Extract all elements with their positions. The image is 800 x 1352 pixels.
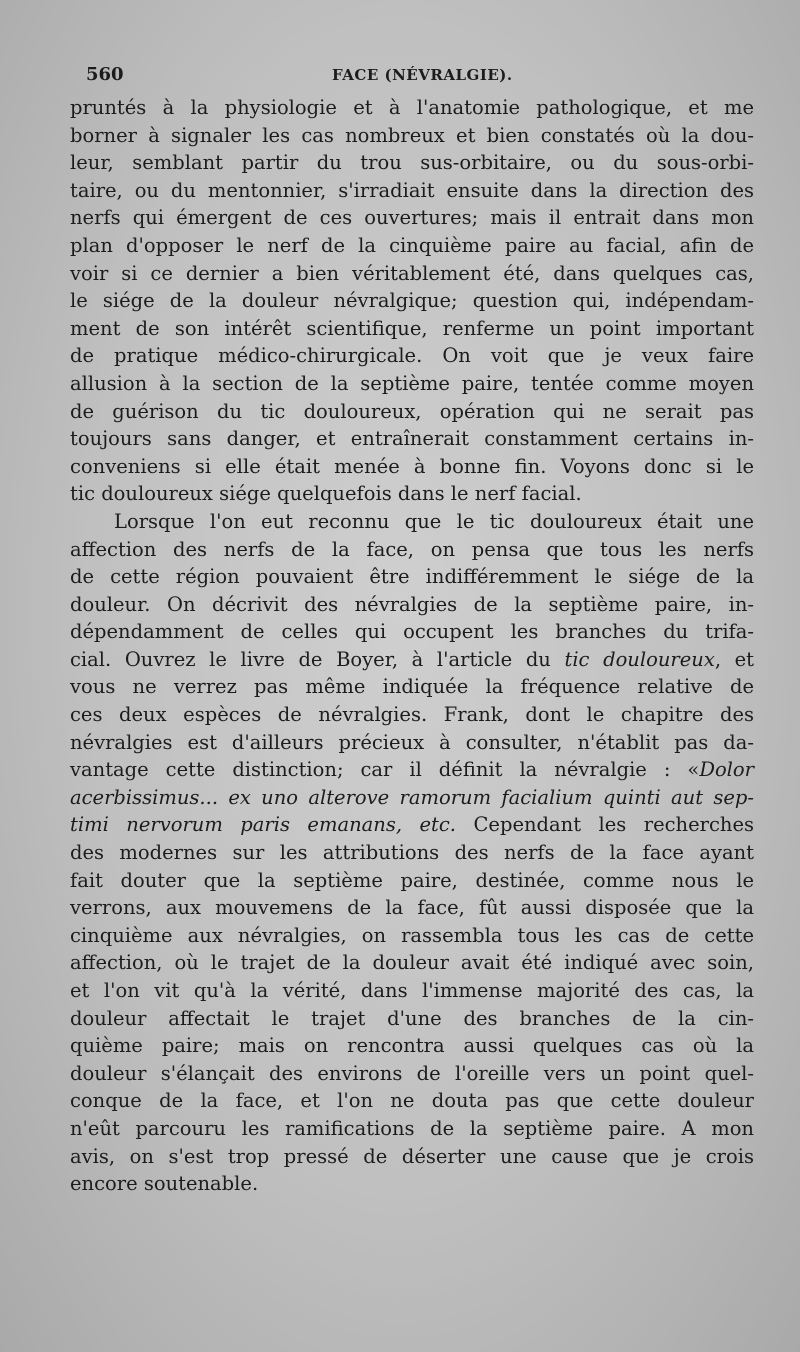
paragraph-end-line: encore soutenable. <box>70 1172 259 1196</box>
text-line: dépendamment de celles qui occupent les branches du trifa- <box>70 620 754 644</box>
text-line: vous ne verrez pas même indiquée la fréquence relative de <box>70 675 754 699</box>
text-line: borner à signaler les cas nombreux et bien constatés où la dou- <box>70 123 754 147</box>
text-segment: , et <box>714 647 755 671</box>
text-line: névralgies est d'ailleurs précieux à consulter, n'établit pas da- <box>70 730 754 754</box>
text-line: plan d'opposer le nerf de la cinquième paire au facial, afin de <box>70 233 754 257</box>
text-line: de cette région pouvaient être indifféremment le siége de la <box>70 565 754 589</box>
text-line: affection, où le trajet de la douleur avait été indiqué avec soin, <box>70 951 754 975</box>
running-head: FACE (NÉVRALGIE). <box>332 66 513 84</box>
text-line: avis, on s'est trop pressé de déserter une cause que je crois <box>70 1144 754 1168</box>
text-line: des modernes sur les attributions des nerfs de la face ayant <box>70 841 754 865</box>
text-line: taire, ou du mentonnier, s'irradiait ensuite dans la direction des <box>70 178 754 202</box>
text-line: leur, semblant partir du trou sus-orbitaire, ou du sous-orbi- <box>70 151 754 175</box>
page-header <box>86 64 646 88</box>
italic-term: tic douloureux <box>564 647 715 671</box>
text-segment: cial. Ouvrez le livre de Boyer, à l'article du <box>70 647 551 671</box>
text-line: affection des nerfs de la face, on pensa que tous les nerfs <box>70 537 754 561</box>
text-line: toujours sans danger, et entraînerait constamment certains in- <box>70 427 754 451</box>
text-segment: Cependant les recherches <box>473 813 755 837</box>
body-text <box>70 94 754 1198</box>
text-line: voir si ce dernier a bien véritablement été, dans quelques cas, <box>70 261 754 285</box>
text-line: de pratique médico-chirurgicale. On voit que je veux faire <box>70 344 754 368</box>
text-line <box>70 784 754 812</box>
text-line: douleur affectait le trajet d'une des branches de la cin- <box>70 1006 754 1030</box>
text-line: ces deux espèces de névralgies. Frank, dont le chapitre des <box>70 703 754 727</box>
text-line: allusion à la section de la septième paire, tentée comme moyen <box>70 371 754 395</box>
text-line: conveniens si elle était menée à bonne fin. Voyons donc si le <box>70 454 754 478</box>
text-line: n'eût parcouru les ramifications de la septième paire. A mon <box>70 1116 754 1140</box>
paragraph-end-line: tic douloureux siége quelquefois dans le nerf facial. <box>70 482 582 506</box>
latin-quote: timi nervorum paris emanans, etc. <box>70 813 457 837</box>
text-line: de guérison du tic douloureux, opération qui ne serait pas <box>70 399 754 423</box>
latin-quote: acerbissimus... ex uno alterove ramorum facialium quinti aut sep- <box>70 785 754 809</box>
text-line: le siége de la douleur névralgique; question qui, indépendam- <box>70 289 754 313</box>
text-line: et l'on vit qu'à la vérité, dans l'immense majorité des cas, la <box>70 979 754 1002</box>
text-line <box>70 811 754 839</box>
text-line: nerfs qui émergent de ces ouvertures; mais il entrait dans mon <box>70 206 754 230</box>
page-number: 560 <box>86 64 124 85</box>
text-line: douleur. On décrivit des névralgies de la septième paire, in- <box>70 592 754 616</box>
text-line <box>70 756 754 784</box>
text-line: douleur s'élançait des environs de l'oreille vers un point quel- <box>70 1061 754 1085</box>
paragraph-start-line: Lorsque l'on eut reconnu que le tic douloureux était une <box>114 509 754 533</box>
text-line: quième paire; mais on rencontra aussi quelques cas où la <box>70 1034 754 1058</box>
text-line: ment de son intérêt scientifique, renferme un point important <box>70 316 754 340</box>
text-line: verrons, aux mouvemens de la face, fût aussi disposée que la <box>70 896 754 920</box>
text-line <box>70 646 754 674</box>
latin-quote: Dolor <box>699 758 754 782</box>
text-line: pruntés à la physiologie et à l'anatomie pathologique, et me <box>70 96 754 119</box>
text-segment: vantage cette distinction; car il définit la névralgie : « <box>70 758 700 782</box>
text-line: fait douter que la septième paire, destinée, comme nous le <box>70 868 754 892</box>
text-line: conque de la face, et l'on ne douta pas que cette douleur <box>70 1089 754 1113</box>
text-line: cinquième aux névralgies, on rassembla tous les cas de cette <box>70 923 754 947</box>
